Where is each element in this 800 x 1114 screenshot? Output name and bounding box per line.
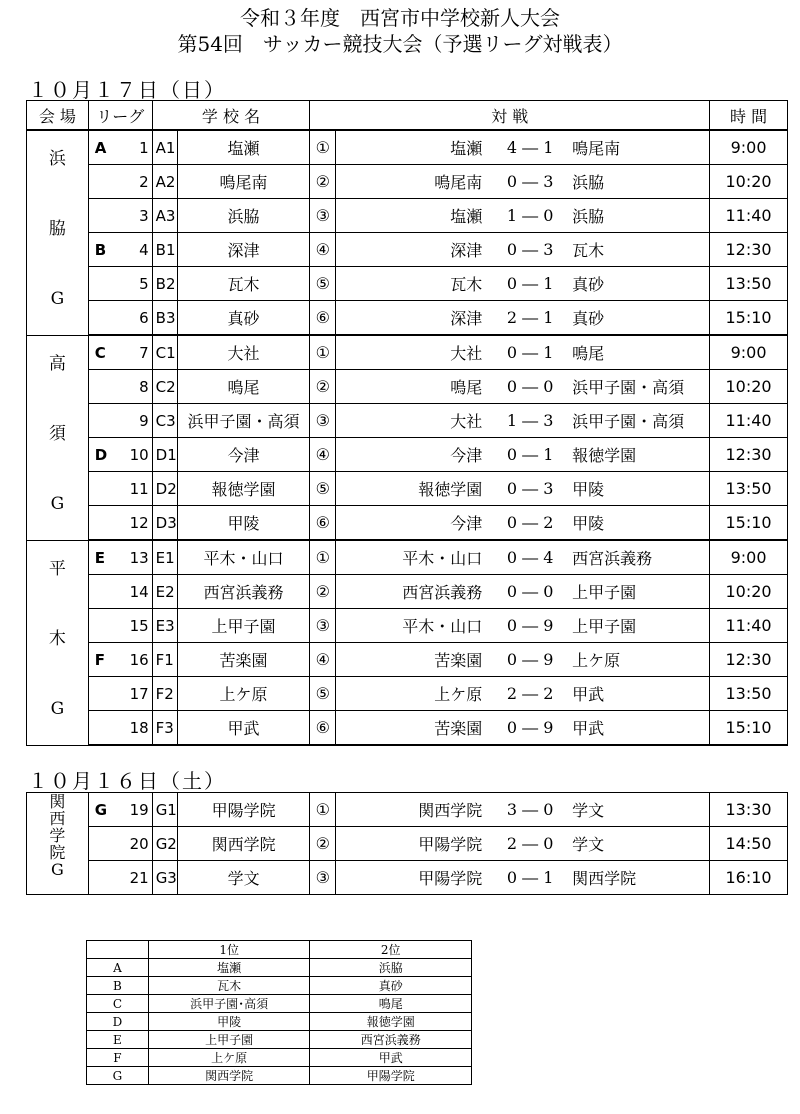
kickoff-time: 10:20 — [710, 575, 788, 609]
ranking-row — [87, 1013, 472, 1031]
table-row — [27, 472, 788, 506]
schedule-body — [27, 130, 788, 745]
match-order: ③ — [310, 199, 336, 233]
schedule-table-oct17 — [26, 100, 788, 746]
team-a: 塩瀬 — [336, 130, 492, 165]
school-name: 瓦木 — [177, 267, 310, 301]
school-name: 苦楽園 — [177, 643, 310, 677]
venue-char: G — [50, 698, 65, 719]
school-name: 報徳学園 — [177, 472, 310, 506]
ranking-row — [87, 995, 472, 1013]
venue-cell — [27, 335, 89, 540]
team-code: A2 — [152, 165, 177, 199]
team-b: 西宮浜義務 — [568, 540, 710, 575]
col-venue: 会 場 — [27, 101, 89, 131]
score: 0 ― 3 — [492, 472, 568, 506]
match-number: 1 — [128, 130, 152, 165]
league-letter — [88, 575, 128, 609]
team-code: C1 — [152, 335, 177, 370]
league-letter — [88, 711, 128, 746]
team-code: F1 — [152, 643, 177, 677]
league-letter — [88, 404, 128, 438]
team-b: 甲武 — [568, 677, 710, 711]
table-row — [27, 609, 788, 643]
team-a: 西宮浜義務 — [336, 575, 492, 609]
venue-cell — [27, 540, 89, 745]
team-b: 瓦木 — [568, 233, 710, 267]
score: 4 ― 1 — [492, 130, 568, 165]
venue-char: G — [50, 493, 65, 514]
match-order: ② — [310, 827, 336, 861]
school-name: 深津 — [177, 233, 310, 267]
table-row — [27, 827, 788, 861]
ranking-first: 塩瀬 — [148, 959, 310, 977]
kickoff-time: 9:00 — [710, 130, 788, 165]
team-b: 報徳学園 — [568, 438, 710, 472]
school-name: 甲武 — [177, 711, 310, 746]
ranking-first: 関西学院 — [148, 1067, 310, 1085]
team-b: 真砂 — [568, 267, 710, 301]
ranking-row — [87, 1031, 472, 1049]
team-a: 甲陽学院 — [336, 827, 492, 861]
match-number: 7 — [128, 335, 152, 370]
col-time: 時 間 — [710, 101, 788, 131]
ranking-second: 甲陽学院 — [310, 1067, 472, 1085]
score: 0 ― 1 — [492, 861, 568, 895]
team-code: F3 — [152, 711, 177, 746]
match-order: ① — [310, 540, 336, 575]
team-code: B2 — [152, 267, 177, 301]
ranking-header-cell: 2位 — [310, 941, 472, 959]
section2-date: １０月１６日（土） — [28, 769, 226, 793]
team-a: 深津 — [336, 301, 492, 336]
league-letter — [88, 827, 128, 861]
team-code: D3 — [152, 506, 177, 541]
team-code: F2 — [152, 677, 177, 711]
kickoff-time: 9:00 — [710, 335, 788, 370]
team-b: 関西学院 — [568, 861, 709, 895]
school-name: 真砂 — [177, 301, 310, 336]
school-name: 西宮浜義務 — [177, 575, 310, 609]
league-letter — [88, 370, 128, 404]
section1-date: １０月１７日（日） — [28, 78, 226, 102]
league-letter — [88, 677, 128, 711]
match-order: ① — [310, 793, 336, 827]
kickoff-time: 15:10 — [710, 711, 788, 746]
venue-char: 関 — [49, 792, 66, 811]
table-row — [27, 711, 788, 746]
team-a: 深津 — [336, 233, 492, 267]
score: 2 ― 1 — [492, 301, 568, 336]
score: 0 ― 4 — [492, 540, 568, 575]
col-school: 学 校 名 — [152, 101, 310, 131]
ranking-second: 真砂 — [310, 977, 472, 995]
table-row — [27, 677, 788, 711]
league-letter — [88, 609, 128, 643]
team-code: B3 — [152, 301, 177, 336]
match-order: ⑥ — [310, 711, 336, 746]
team-b: 学文 — [568, 793, 709, 827]
ranking-second: 西宮浜義務 — [310, 1031, 472, 1049]
league-letter — [88, 861, 128, 895]
ranking-row — [87, 1067, 472, 1085]
school-name: 学文 — [177, 861, 310, 895]
team-a: 関西学院 — [336, 793, 492, 827]
league-letter: G — [88, 793, 128, 827]
team-a: 苦楽園 — [336, 711, 492, 746]
team-a: 平木・山口 — [336, 540, 492, 575]
team-code: E2 — [152, 575, 177, 609]
school-name: 鳴尾南 — [177, 165, 310, 199]
match-order: ③ — [310, 404, 336, 438]
ranking-header — [87, 941, 472, 959]
match-order: ③ — [310, 609, 336, 643]
match-number: 17 — [128, 677, 152, 711]
match-number: 21 — [128, 861, 152, 895]
table-row — [27, 165, 788, 199]
match-number: 9 — [128, 404, 152, 438]
ranking-row — [87, 959, 472, 977]
kickoff-time: 11:40 — [710, 199, 788, 233]
ranking-second: 浜脇 — [310, 959, 472, 977]
venue-char: 平 — [48, 558, 66, 579]
venue-char: 木 — [48, 628, 66, 649]
venue-cell — [27, 130, 89, 335]
team-code: A3 — [152, 199, 177, 233]
page-subtitle: 第54回 サッカー競技大会（予選リーグ対戦表） — [177, 32, 623, 56]
match-order: ⑤ — [310, 472, 336, 506]
team-b: 甲武 — [568, 711, 710, 746]
school-name: 甲陽学院 — [177, 793, 310, 827]
kickoff-time: 13:50 — [710, 677, 788, 711]
team-code: G1 — [152, 793, 177, 827]
venue-char: 院 — [49, 843, 66, 862]
team-b: 真砂 — [568, 301, 710, 336]
ranking-row — [87, 977, 472, 995]
ranking-league: C — [87, 995, 149, 1013]
venue-char: 浜 — [48, 149, 66, 169]
ranking-header-cell: 1位 — [148, 941, 310, 959]
table-row — [27, 130, 788, 165]
kickoff-time: 13:30 — [710, 793, 788, 827]
ranking-first: 甲陵 — [148, 1013, 310, 1031]
league-letter — [88, 267, 128, 301]
league-letter — [88, 199, 128, 233]
match-order: ② — [310, 165, 336, 199]
league-letter — [88, 472, 128, 506]
ranking-league: F — [87, 1049, 149, 1067]
score: 0 ― 9 — [492, 711, 568, 746]
venue-char: 脇 — [48, 219, 66, 239]
schedule-body-2 — [27, 793, 788, 895]
school-name: 鳴尾 — [177, 370, 310, 404]
venue-char: 学 — [49, 826, 66, 845]
match-number: 19 — [128, 793, 152, 827]
table-row — [27, 575, 788, 609]
team-b: 上甲子園 — [568, 575, 710, 609]
league-letter: E — [88, 540, 128, 575]
match-order: ① — [310, 130, 336, 165]
match-order: ⑥ — [310, 301, 336, 336]
league-letter: B — [88, 233, 128, 267]
kickoff-time: 11:40 — [710, 404, 788, 438]
score: 0 ― 3 — [492, 165, 568, 199]
kickoff-time: 9:00 — [710, 540, 788, 575]
league-letter — [88, 165, 128, 199]
team-b: 浜脇 — [568, 165, 710, 199]
score: 0 ― 0 — [492, 370, 568, 404]
team-code: C2 — [152, 370, 177, 404]
kickoff-time: 12:30 — [710, 643, 788, 677]
table-row — [27, 335, 788, 370]
venue-char: 高 — [48, 353, 66, 374]
table-row — [27, 404, 788, 438]
team-b: 浜甲子園・高須 — [568, 404, 710, 438]
ranking-header-cell — [87, 941, 149, 959]
venue-char: G — [50, 289, 65, 309]
match-order: ⑤ — [310, 677, 336, 711]
match-number: 12 — [128, 506, 152, 541]
venue-char: 西 — [49, 809, 66, 828]
kickoff-time: 10:20 — [710, 165, 788, 199]
kickoff-time: 10:20 — [710, 370, 788, 404]
school-name: 関西学院 — [177, 827, 310, 861]
page-title: 令和３年度 西宮市中学校新人大会 — [240, 6, 560, 30]
table-row — [27, 267, 788, 301]
ranking-first: 上甲子園 — [148, 1031, 310, 1049]
league-letter — [88, 506, 128, 541]
ranking-league: B — [87, 977, 149, 995]
team-code: C3 — [152, 404, 177, 438]
score: 0 ― 0 — [492, 575, 568, 609]
match-number: 3 — [128, 199, 152, 233]
table-row — [27, 540, 788, 575]
school-name: 上甲子園 — [177, 609, 310, 643]
match-order: ⑥ — [310, 506, 336, 541]
school-name: 今津 — [177, 438, 310, 472]
match-order: ② — [310, 370, 336, 404]
table-row — [27, 793, 788, 827]
team-a: 平木・山口 — [336, 609, 492, 643]
team-b: 学文 — [568, 827, 709, 861]
venue-char: G — [51, 860, 64, 879]
match-number: 14 — [128, 575, 152, 609]
match-order: ③ — [310, 861, 336, 895]
team-b: 浜脇 — [568, 199, 710, 233]
team-a: 甲陽学院 — [336, 861, 492, 895]
team-code: G2 — [152, 827, 177, 861]
school-name: 平木・山口 — [177, 540, 310, 575]
table-row — [27, 370, 788, 404]
venue-char: 須 — [48, 423, 66, 444]
ranking-league: A — [87, 959, 149, 977]
league-letter: C — [88, 335, 128, 370]
ranking-table — [86, 940, 472, 1085]
match-number: 4 — [128, 233, 152, 267]
school-name: 大社 — [177, 335, 310, 370]
score: 0 ― 1 — [492, 438, 568, 472]
match-number: 11 — [128, 472, 152, 506]
team-b: 上ケ原 — [568, 643, 710, 677]
kickoff-time: 15:10 — [710, 506, 788, 541]
score: 1 ― 0 — [492, 199, 568, 233]
team-a: 鳴尾 — [336, 370, 492, 404]
team-code: G3 — [152, 861, 177, 895]
team-b: 鳴尾南 — [568, 130, 710, 165]
kickoff-time: 12:30 — [710, 233, 788, 267]
kickoff-time: 12:30 — [710, 438, 788, 472]
match-order: ④ — [310, 438, 336, 472]
match-number: 2 — [128, 165, 152, 199]
match-number: 18 — [128, 711, 152, 746]
team-b: 浜甲子園・高須 — [568, 370, 710, 404]
kickoff-time: 13:50 — [710, 267, 788, 301]
match-number: 10 — [128, 438, 152, 472]
kickoff-time: 14:50 — [710, 827, 788, 861]
match-number: 15 — [128, 609, 152, 643]
score: 3 ― 0 — [492, 793, 568, 827]
match-number: 20 — [128, 827, 152, 861]
team-code: E1 — [152, 540, 177, 575]
table-row — [27, 861, 788, 895]
match-order: ④ — [310, 643, 336, 677]
ranking-league: G — [87, 1067, 149, 1085]
school-name: 浜脇 — [177, 199, 310, 233]
match-order: ② — [310, 575, 336, 609]
ranking-first: 瓦木 — [148, 977, 310, 995]
score: 0 ― 9 — [492, 643, 568, 677]
team-a: 塩瀬 — [336, 199, 492, 233]
league-letter: D — [88, 438, 128, 472]
col-match: 対 戦 — [310, 101, 710, 131]
match-number: 6 — [128, 301, 152, 336]
score: 0 ― 3 — [492, 233, 568, 267]
league-letter: F — [88, 643, 128, 677]
ranking-first: 上ケ原 — [148, 1049, 310, 1067]
match-number: 8 — [128, 370, 152, 404]
team-code: B1 — [152, 233, 177, 267]
team-b: 甲陵 — [568, 472, 710, 506]
school-name: 塩瀬 — [177, 130, 310, 165]
league-letter — [88, 301, 128, 336]
ranking-second: 鳴尾 — [310, 995, 472, 1013]
school-name: 浜甲子園・高須 — [177, 404, 310, 438]
table-row — [27, 301, 788, 336]
match-number: 16 — [128, 643, 152, 677]
team-b: 甲陵 — [568, 506, 710, 541]
venue-cell — [27, 793, 89, 895]
col-league: リーグ — [88, 101, 152, 131]
score: 0 ― 1 — [492, 335, 568, 370]
match-number: 5 — [128, 267, 152, 301]
ranking-row — [87, 1049, 472, 1067]
ranking-second: 甲武 — [310, 1049, 472, 1067]
ranking-league: E — [87, 1031, 149, 1049]
table-row — [27, 506, 788, 541]
score: 2 ― 2 — [492, 677, 568, 711]
team-b: 鳴尾 — [568, 335, 710, 370]
score: 0 ― 9 — [492, 609, 568, 643]
schedule-table-oct16 — [26, 792, 788, 895]
team-a: 報徳学園 — [336, 472, 492, 506]
table-row — [27, 199, 788, 233]
match-order: ⑤ — [310, 267, 336, 301]
score: 2 ― 0 — [492, 827, 568, 861]
match-number: 13 — [128, 540, 152, 575]
team-code: D2 — [152, 472, 177, 506]
ranking-league: D — [87, 1013, 149, 1031]
school-name: 甲陵 — [177, 506, 310, 541]
score: 0 ― 1 — [492, 267, 568, 301]
table-row — [27, 233, 788, 267]
ranking-body — [87, 941, 472, 1085]
match-order: ① — [310, 335, 336, 370]
team-a: 大社 — [336, 404, 492, 438]
kickoff-time: 16:10 — [710, 861, 788, 895]
league-letter: A — [88, 130, 128, 165]
kickoff-time: 13:50 — [710, 472, 788, 506]
team-a: 鳴尾南 — [336, 165, 492, 199]
team-code: E3 — [152, 609, 177, 643]
school-name: 上ケ原 — [177, 677, 310, 711]
team-a: 今津 — [336, 438, 492, 472]
team-a: 上ケ原 — [336, 677, 492, 711]
team-a: 今津 — [336, 506, 492, 541]
team-a: 大社 — [336, 335, 492, 370]
ranking-second: 報徳学園 — [310, 1013, 472, 1031]
team-a: 苦楽園 — [336, 643, 492, 677]
team-code: A1 — [152, 130, 177, 165]
kickoff-time: 15:10 — [710, 301, 788, 336]
table-row — [27, 438, 788, 472]
ranking-first: 浜甲子園･高須 — [148, 995, 310, 1013]
table-row — [27, 643, 788, 677]
score: 1 ― 3 — [492, 404, 568, 438]
team-code: D1 — [152, 438, 177, 472]
match-order: ④ — [310, 233, 336, 267]
team-a: 瓦木 — [336, 267, 492, 301]
team-b: 上甲子園 — [568, 609, 710, 643]
score: 0 ― 2 — [492, 506, 568, 541]
kickoff-time: 11:40 — [710, 609, 788, 643]
